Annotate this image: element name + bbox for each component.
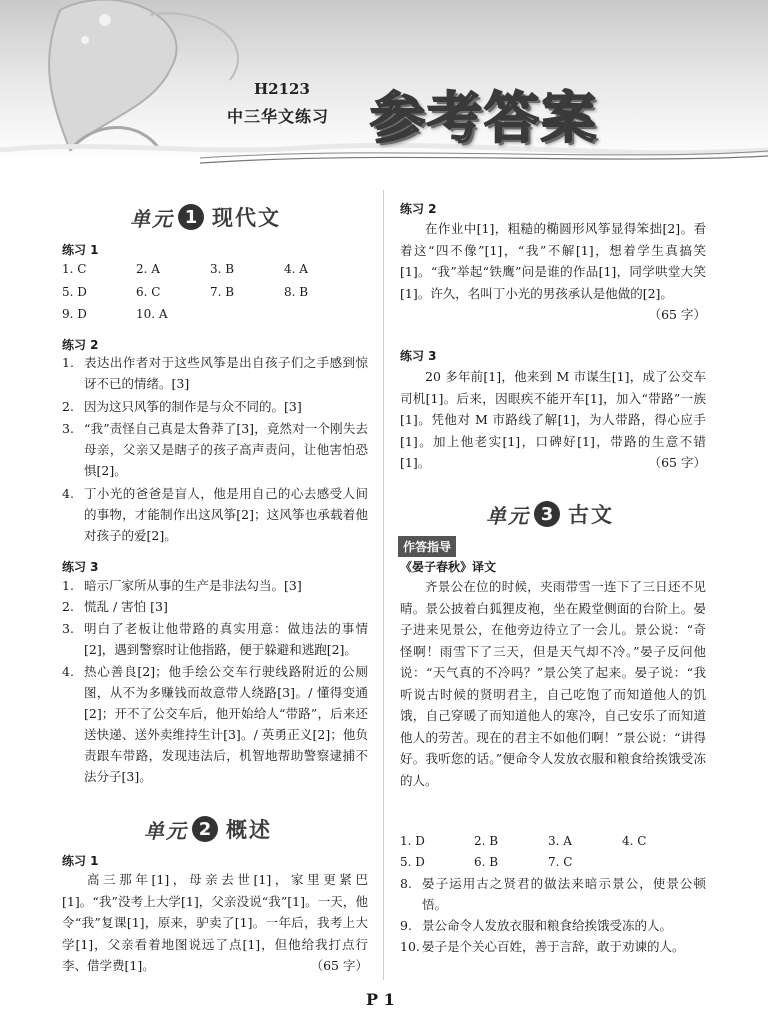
list-item bbox=[62, 418, 368, 481]
unit3-label: 单元 bbox=[486, 503, 530, 528]
item-number: 4. bbox=[62, 486, 74, 501]
right-ex3-label: 练习 3 bbox=[400, 349, 437, 363]
list-item bbox=[62, 661, 368, 787]
answer: 10. A bbox=[136, 307, 168, 321]
word-count: （65 字） bbox=[310, 958, 368, 973]
list-item bbox=[62, 596, 368, 617]
page-number: P 1 bbox=[366, 990, 395, 1009]
summary-text: 高三那年[1]，母亲去世[1]，家里更紧巴[1]。“我”没考上大学[1]，父亲没说“我”[1]。一天，他令“我”复课[1]，原来，驴卖了[1]。一年后，我考上大学[1]，父亲看着地图说远了点[1]，但他给我打点行李、借学费[1]。 bbox=[62, 872, 368, 973]
answer: 3. A bbox=[548, 834, 572, 848]
summary-text: 20 多年前[1]，他来到 M 市谋生[1]，成了公交车司机[1]。后来，因眼疾不能开车[1]，加入“带路”一族[1]。凭他对 M 市路线了解[1]，为人带路，得心应手[1]。加上他老实[1]，口碑好[1]，带路的生意不错[1]。 bbox=[400, 369, 706, 470]
unit3-title: 古文 bbox=[568, 503, 614, 527]
book-code: H2123 bbox=[254, 80, 310, 98]
unit2-title: 概述 bbox=[226, 818, 272, 842]
unit2-number: 2 bbox=[192, 816, 218, 842]
right-ex2-label: 练习 2 bbox=[400, 202, 437, 216]
item-text: “我”责怪自己真是太鲁莽了[3]，竟然对一个刚失去母亲，父亲又是瞎子的孩子高声责问，让他害怕恐惧[2]。 bbox=[84, 421, 368, 478]
summary-text: 在作业中[1]，粗糙的椭圆形风筝显得笨拙[2]。看着这“四不像”[1]，“我”不解[1]，想着学生真搞笑[1]。“我”举起“铁鹰”问是谁的作品[1]，同学哄堂大笑[1]。许久，名叫丁小光的男孩承认是他做的[2]。 bbox=[400, 221, 706, 301]
answer: 6. C bbox=[136, 285, 161, 299]
answer: 1. D bbox=[400, 834, 425, 848]
item-number: 1. bbox=[62, 578, 74, 593]
guide-badge: 作答指导 bbox=[398, 536, 456, 557]
unit1-ex1-label: 练习 1 bbox=[62, 243, 99, 257]
item-text: 丁小光的爸爸是盲人，他是用自己的心去感受人间的事物，才能制作出这风筝[2]；这风筝也承载着他对孩子的爱[2]。 bbox=[84, 486, 368, 543]
unit1-ex2-label: 练习 2 bbox=[62, 338, 99, 352]
item-text: 暗示厂家所从事的生产是非法勾当。[3] bbox=[84, 578, 302, 593]
answer: 6. B bbox=[474, 855, 499, 869]
translation-paragraph: 齐景公在位的时候，夹雨带雪一连下了三日还不见晴。景公披着白狐狸皮袍，坐在殿堂侧面的台阶上。晏子进来见景公，在他旁边待立了一会儿。景公说：“奇怪啊！雨雪下了三天，但是天气却不冷。”晏子反问他说：“天气真的不冷吗？”景公笑了起来。晏子说：“我听说古时候的贤明君主，自己吃饱了而知道他人的饥饿，自己穿暖了而知道他人的寒冷，自己安乐了而知道他人的劳苦。现在的君主不如他们啊！”景公说：“讲得好。我听您的话。”便命令人发放衣服和粮食给挨饿受冻的人。 bbox=[400, 579, 706, 788]
unit1-ex3-label: 练习 3 bbox=[62, 560, 99, 574]
translation-title: 《晏子春秋》译文 bbox=[400, 560, 497, 574]
item-number: 8. bbox=[400, 876, 412, 891]
list-item bbox=[62, 352, 368, 394]
answer: 5. D bbox=[400, 855, 425, 869]
list-item bbox=[400, 873, 706, 915]
item-text: 因为这只风筝的制作是与众不同的。[3] bbox=[84, 399, 302, 414]
item-text: 晏子运用古之贤君的做法来暗示景公，使景公顿悟。 bbox=[422, 876, 706, 912]
list-item bbox=[62, 396, 368, 417]
unit3-heading bbox=[486, 499, 614, 529]
answer: 8. B bbox=[284, 285, 309, 299]
list-item bbox=[400, 936, 706, 957]
item-number: 4. bbox=[62, 664, 74, 679]
item-text: 景公命令人发放衣服和粮食给挨饿受冻的人。 bbox=[422, 918, 673, 933]
item-number: 10. bbox=[400, 939, 420, 954]
list-item bbox=[62, 575, 368, 596]
unit1-heading bbox=[130, 202, 281, 232]
item-number: 3. bbox=[62, 421, 74, 436]
answer: 7. C bbox=[548, 855, 573, 869]
summary-paragraph bbox=[400, 218, 706, 326]
answer: 1. C bbox=[62, 262, 87, 276]
item-text: 表达出作者对于这些风筝是出自孩子们之手感到惊讶不已的情绪。[3] bbox=[84, 355, 368, 391]
item-number: 9. bbox=[400, 918, 412, 933]
book-subtitle: 中三华文练习 bbox=[227, 107, 330, 126]
answer: 4. A bbox=[284, 262, 308, 276]
unit2-ex1-label: 练习 1 bbox=[62, 854, 99, 868]
unit1-ex1-row bbox=[62, 285, 358, 299]
summary-paragraph bbox=[400, 366, 706, 474]
item-text: 热心善良[2]；他手绘公交车行驶线路附近的公厕图，从不为多赚钱而故意带人绕路[3]。/ 懂得变通[2]；开不了公交车后，他开始给人“带路”，后来还送快递、送外卖维持生计[3]。/ 英勇正义[2]；他负责跟车带路，发现违法后，机智地帮助警察逮捕不法分子[3]。 bbox=[84, 664, 368, 784]
item-text: 晏子是个关心百姓，善于言辞，敢于劝谏的人。 bbox=[422, 939, 685, 954]
unit2-label: 单元 bbox=[144, 818, 188, 843]
item-number: 2. bbox=[62, 599, 74, 614]
answer: 2. B bbox=[474, 834, 499, 848]
unit1-ex1-row bbox=[62, 307, 210, 321]
list-item bbox=[62, 483, 368, 546]
list-item bbox=[62, 618, 368, 660]
unit2-heading bbox=[144, 814, 272, 844]
answer: 4. C bbox=[622, 834, 647, 848]
summary-paragraph bbox=[62, 869, 368, 977]
answer: 2. A bbox=[136, 262, 160, 276]
word-count: （65 字） bbox=[648, 307, 706, 322]
header-banner bbox=[0, 0, 768, 165]
item-text: 慌乱 / 害怕 [3] bbox=[84, 599, 168, 614]
unit1-ex1-row bbox=[62, 262, 358, 276]
item-text: 明白了老板让他带路的真实用意：做违法的事情[2]，遇到警察时让他指路，便于躲避和逃跑[2]。 bbox=[84, 621, 368, 657]
unit3-number: 3 bbox=[534, 501, 560, 527]
list-item bbox=[400, 915, 706, 936]
answer: 3. B bbox=[210, 262, 235, 276]
answer: 9. D bbox=[62, 307, 87, 321]
unit3-answer-row bbox=[400, 855, 622, 869]
column-divider bbox=[383, 190, 384, 980]
item-number: 1. bbox=[62, 355, 74, 370]
item-number: 2. bbox=[62, 399, 74, 414]
unit1-title: 现代文 bbox=[212, 206, 281, 230]
unit1-label: 单元 bbox=[130, 206, 174, 231]
item-number: 3. bbox=[62, 621, 74, 636]
word-count: （65 字） bbox=[648, 455, 706, 470]
answer: 7. B bbox=[210, 285, 235, 299]
unit1-number: 1 bbox=[178, 204, 204, 230]
unit3-answer-row bbox=[400, 834, 696, 848]
answer: 5. D bbox=[62, 285, 87, 299]
page-title: 参考答案 bbox=[370, 86, 599, 150]
